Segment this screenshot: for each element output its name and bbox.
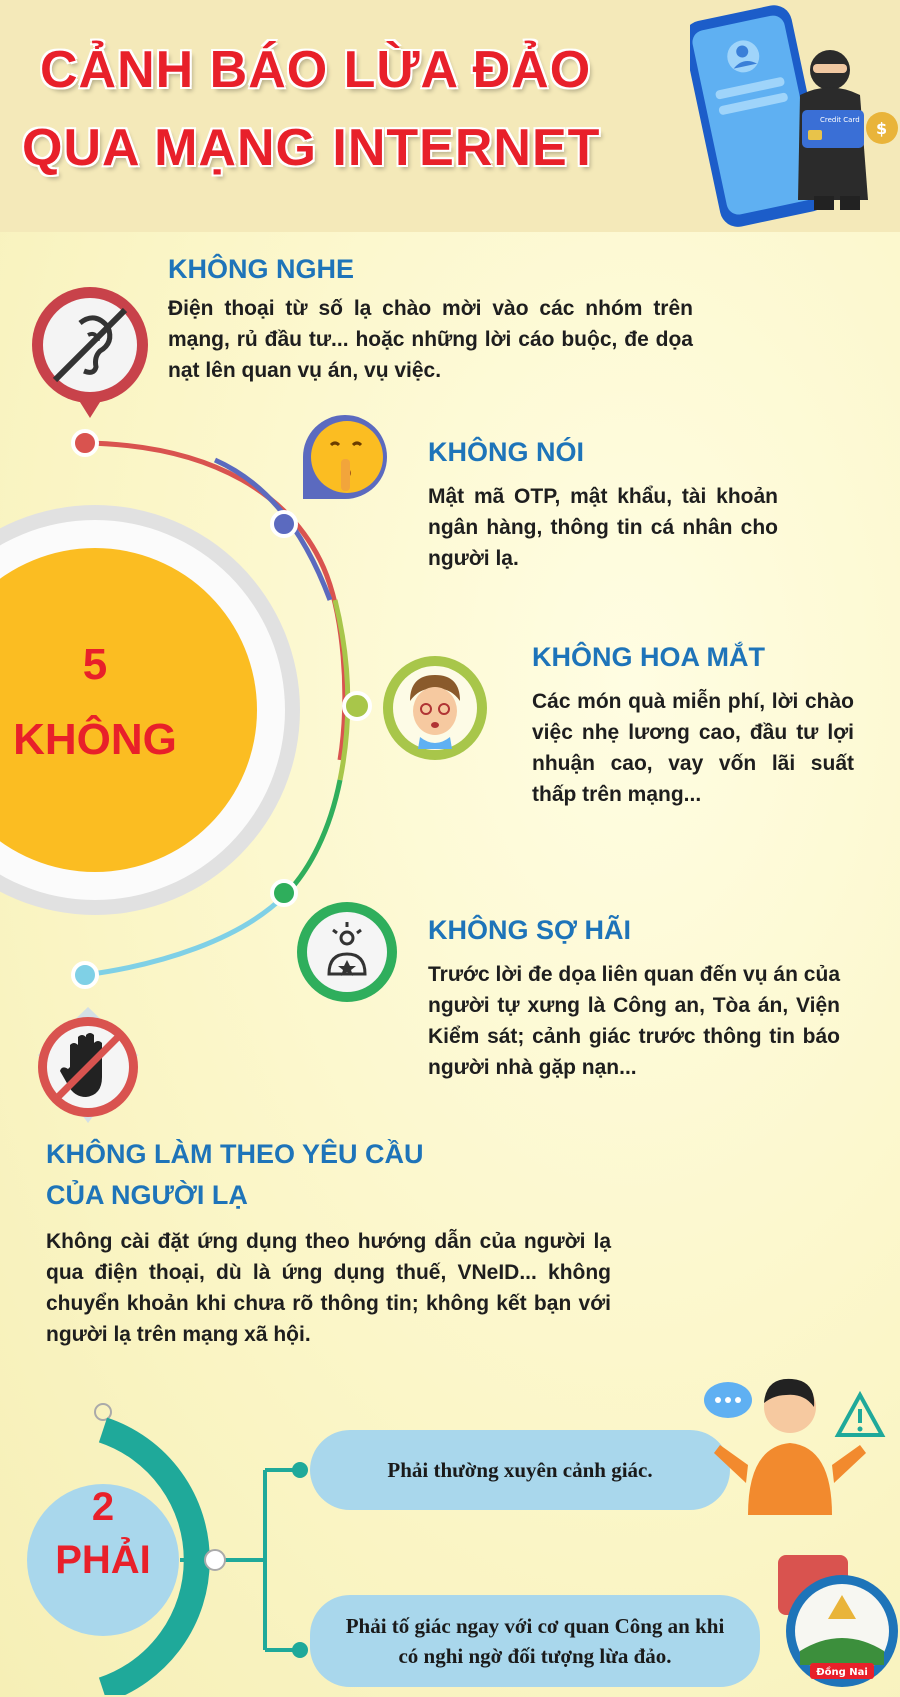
item-heading-khong-nghe: KHÔNG NGHE (168, 254, 355, 284)
item-text-khong-nghe: Điện thoại từ số lạ chào mời vào các nhóm trên mạng, rủ đầu tư... hoặc những lời cáo buộc, đe dọa nạt lên quan vụ án, vụ việc. (168, 297, 693, 382)
svg-text:Credit Card: Credit Card (820, 116, 860, 124)
page-title-line1: CẢNH BÁO LỪA ĐẢO (40, 41, 592, 99)
stop-hand-icon (28, 1005, 148, 1125)
item-heading-khong-lam-theo-line1: KHÔNG LÀM THEO YÊU CẦU (46, 1139, 424, 1169)
page-title-line2: QUA MẠNG INTERNET (22, 119, 601, 177)
item-heading-khong-so-hai: KHÔNG SỢ HÃI (428, 915, 632, 945)
item-text-khong-noi: Mật mã OTP, mật khẩu, tài khoản ngân hàng, thông tin cá nhân cho người lạ. (428, 485, 778, 570)
two-label: PHẢI (55, 1538, 151, 1582)
shush-emoji-icon (295, 407, 395, 507)
dizzy-face-icon (380, 653, 490, 763)
dong-nai-logo (770, 1555, 898, 1693)
no-listening-icon (30, 283, 150, 423)
item-text-khong-lam-theo: Không cài đặt ứng dụng theo hướng dẫn của người lạ qua điện thoại, dù là ứng dụng thuế, VNeID... không chuyển khoản khi chưa rõ thông tin; không kết bạn với người lạ trên mạng xã hội. (46, 1230, 611, 1346)
phone-scammer-illustration (690, 0, 900, 232)
item-text-khong-so-hai: Trước lời đe dọa liên quan đến vụ án của người tự xưng là Công an, Tòa án, Viện Kiểm sát; cảnh giác trước thông tin báo người nhà gặp nạn... (428, 963, 840, 1079)
item-text-khong-hoa-mat: Các món quà miễn phí, lời chào việc nhẹ lương cao, đầu tư lợi nhuận cao, vay vốn lãi suất thấp trên mạng... (532, 690, 854, 806)
item-heading-khong-lam-theo-line2: CỦA NGƯỜI LẠ (46, 1180, 248, 1210)
two-number: 2 (91, 1485, 115, 1529)
item-heading-khong-noi: KHÔNG NÓI (428, 437, 585, 467)
fearful-person-icon (295, 900, 400, 1005)
must-item-report: Phải tố giác ngay với cơ quan Công an khi có nghi ngờ đối tượng lừa đảo. (310, 1595, 760, 1687)
must-item-vigilant: Phải thường xuyên cảnh giác. (310, 1430, 730, 1510)
item-heading-khong-hoa-mat: KHÔNG HOA MẮT (532, 642, 765, 672)
logo-text: Đồng Nai (816, 1667, 868, 1678)
header-banner (0, 0, 900, 232)
thinking-person-illustration (700, 1365, 895, 1515)
five-number: 5 (82, 640, 108, 689)
svg-text:$: $ (876, 119, 888, 138)
five-label: KHÔNG (13, 715, 177, 764)
